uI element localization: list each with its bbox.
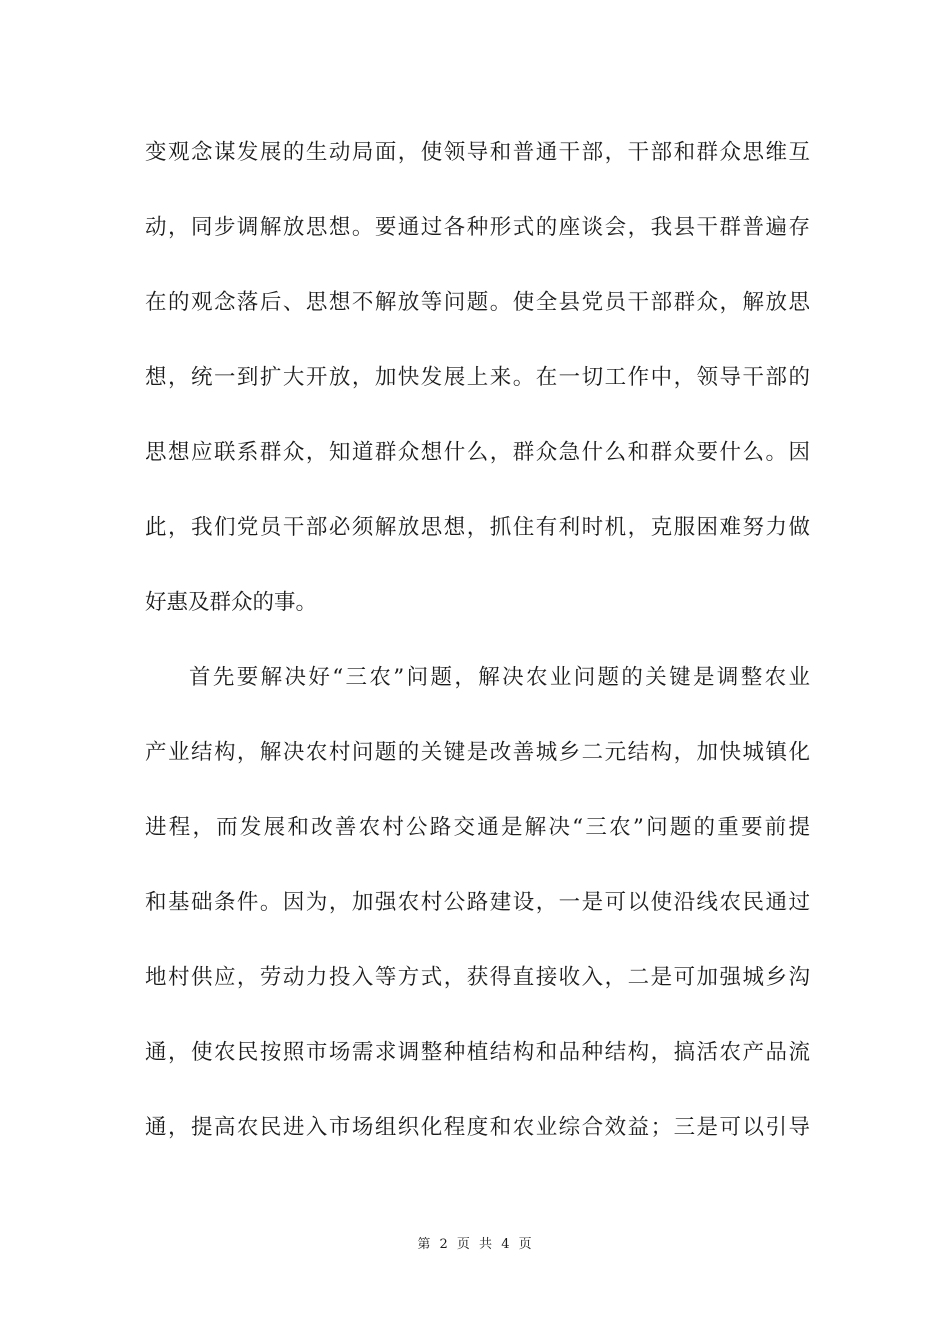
text-line: 地村供应，劳动力投入等方式，获得直接收入，二是可加强城乡沟 <box>145 965 810 990</box>
text-line: 首先要解决好“三农”问题，解决农业问题的关键是调整农业 <box>189 665 810 690</box>
text-line: 通，提高农民进入市场组织化程度和农业综合效益；三是可以引导 <box>145 1115 810 1140</box>
text-line: 进程，而发展和改善农村公路交通是解决“三农”问题的重要前提 <box>145 815 810 840</box>
page-number-footer: 第 2 页 共 4 页 <box>417 1237 533 1252</box>
text-line: 思想应联系群众，知道群众想什么，群众急什么和群众要什么。因 <box>145 440 810 465</box>
text-line: 变观念谋发展的生动局面，使领导和普通干部，干部和群众思维互 <box>145 140 810 165</box>
text-line: 和基础条件。因为，加强农村公路建设，一是可以使沿线农民通过 <box>145 890 810 915</box>
text-line: 产业结构，解决农村问题的关键是改善城乡二元结构，加快城镇化 <box>145 740 810 765</box>
text-line: 想，统一到扩大开放，加快发展上来。在一切工作中，领导干部的 <box>145 365 810 390</box>
text-line: 通，使农民按照市场需求调整种植结构和品种结构，搞活农产品流 <box>145 1040 810 1065</box>
text-line: 好惠及群众的事。 <box>145 590 318 615</box>
text-line: 此，我们党员干部必须解放思想，抓住有利时机，克服困难努力做 <box>145 515 810 540</box>
text-line: 动，同步调解放思想。要通过各种形式的座谈会，我县干群普遍存 <box>145 215 810 240</box>
text-line: 在的观念落后、思想不解放等问题。使全县党员干部群众，解放思 <box>145 290 810 315</box>
